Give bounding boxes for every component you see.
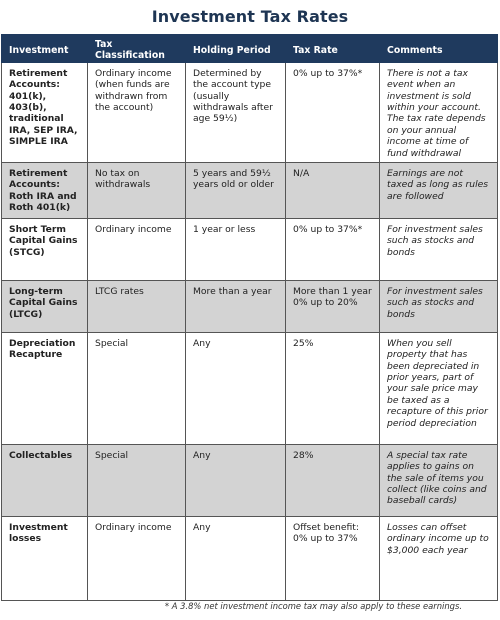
holding-period-cell: 5 years and 59½ years old or older	[186, 162, 286, 218]
comments-cell: Earnings are not taxed as long as rules are followed	[380, 162, 498, 218]
holding-period-cell: 1 year or less	[186, 218, 286, 280]
holding-period-cell: Any	[186, 516, 286, 600]
table-row	[2, 332, 498, 444]
column-header-investment: Investment	[2, 35, 88, 63]
investment-cell: Long-term Capital Gains (LTCG)	[2, 280, 88, 332]
classification-cell: No tax on withdrawals	[88, 162, 186, 218]
tax-rate-cell: 0% up to 37%*	[286, 62, 380, 162]
tax-rates-table	[1, 34, 498, 601]
tax-rate-cell: N/A	[286, 162, 380, 218]
classification-cell: Special	[88, 444, 186, 516]
footnote: * A 3.8% net investment income tax may also apply to these earnings.	[164, 601, 462, 611]
table-row	[2, 444, 498, 516]
column-header-tax-classification: Tax Classification	[88, 35, 186, 63]
comments-cell: For investment sales such as stocks and bonds	[380, 280, 498, 332]
column-header-holding-period: Holding Period	[186, 35, 286, 63]
investment-cell: Depreciation Recapture	[2, 332, 88, 444]
tax-rate-cell: 28%	[286, 444, 380, 516]
comments-cell: For investment sales such as stocks and bonds	[380, 218, 498, 280]
investment-cell: Retirement Accounts: 401(k), 403(b), traditional IRA, SEP IRA, SIMPLE IRA	[2, 62, 88, 162]
holding-period-cell: Determined by the account type (usually withdrawals after age 59½)	[186, 62, 286, 162]
table-row	[2, 162, 498, 218]
comments-cell: When you sell property that has been depreciated in prior years, part of your sale price may be taxed as a recapture of this prior period depreciation	[380, 332, 498, 444]
tax-rate-cell: Offset benefit: 0% up to 37%	[286, 516, 380, 600]
tax-rate-cell: 0% up to 37%*	[286, 218, 380, 280]
holding-period-cell: Any	[186, 444, 286, 516]
classification-cell: LTCG rates	[88, 280, 186, 332]
comments-cell: A special tax rate applies to gains on the sale of items you collect (like coins and baseball cards)	[380, 444, 498, 516]
table-header-row	[2, 35, 498, 63]
holding-period-cell: More than a year	[186, 280, 286, 332]
page-title: Investment Tax Rates	[151, 7, 349, 26]
table-row	[2, 516, 498, 600]
tax-rate-cell: More than 1 year 0% up to 20%	[286, 280, 380, 332]
table-row	[2, 62, 498, 162]
table-row	[2, 280, 498, 332]
tax-rate-cell: 25%	[286, 332, 380, 444]
classification-cell: Ordinary income	[88, 218, 186, 280]
investment-cell: Retirement Accounts: Roth IRA and Roth 401(k)	[2, 162, 88, 218]
table-row	[2, 218, 498, 280]
classification-cell: Special	[88, 332, 186, 444]
classification-cell: Ordinary income	[88, 516, 186, 600]
comments-cell: There is not a tax event when an investment is sold within your account. The tax rate depends on your annual income at time of fund withdrawal	[380, 62, 498, 162]
investment-cell: Short Term Capital Gains (STCG)	[2, 218, 88, 280]
column-header-comments: Comments	[380, 35, 498, 63]
classification-cell: Ordinary income (when funds are withdrawn from the account)	[88, 62, 186, 162]
holding-period-cell: Any	[186, 332, 286, 444]
comments-cell: Losses can offset ordinary income up to $3,000 each year	[380, 516, 498, 600]
investment-cell: Collectables	[2, 444, 88, 516]
column-header-tax-rate: Tax Rate	[286, 35, 380, 63]
investment-cell: Investment losses	[2, 516, 88, 600]
